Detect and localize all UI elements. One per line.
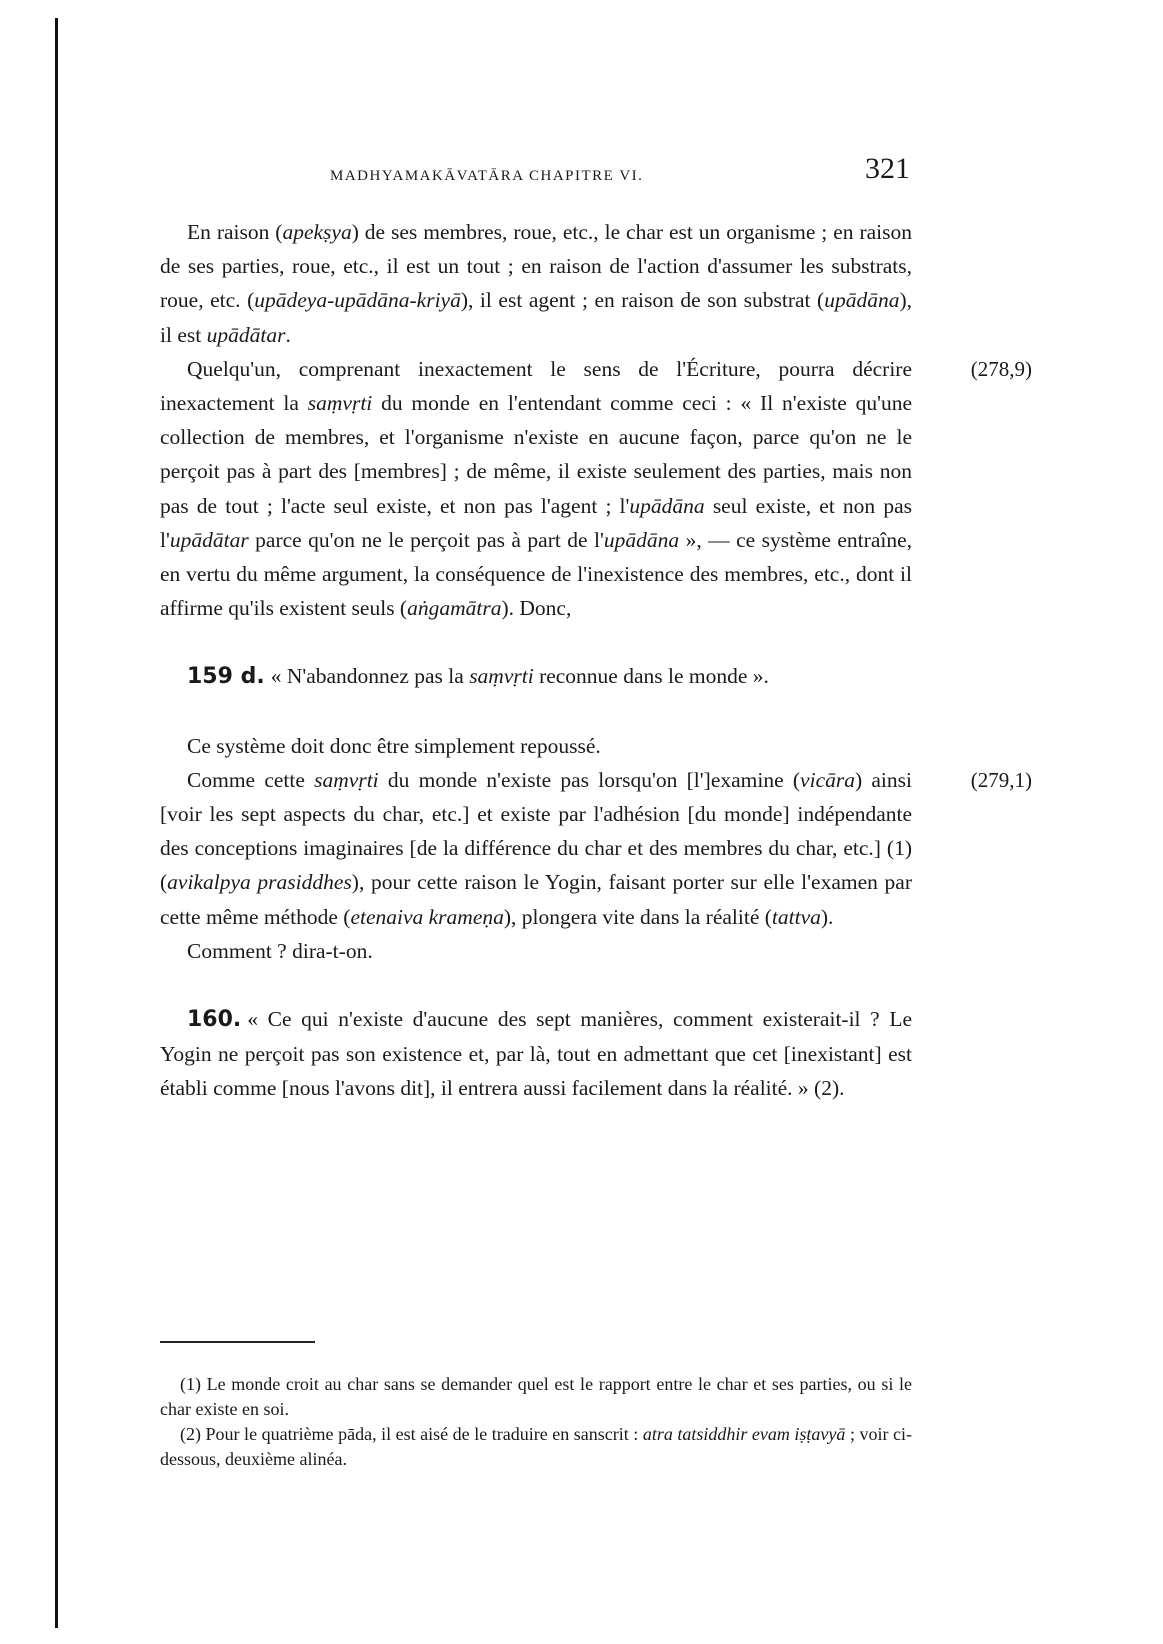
verse-number: 160. (187, 1007, 242, 1033)
margin-reference: (279,1) (970, 767, 1032, 792)
footnote-rule (160, 1341, 315, 1343)
paragraph-5: Comment ? dira-t-on. (187, 938, 373, 963)
binding-edge-line (55, 18, 58, 1628)
page-number: 321 (865, 152, 910, 185)
body-text (160, 215, 1032, 1106)
paragraph-3: Ce système doit donc être simplement repoussé. (187, 733, 601, 758)
paragraph-2: (278,9) Quelqu'un, comprenant inexactement le sens de l'Écriture, pourra décrire inexactement la saṃvṛti du monde en l'entendant comme ceci : « Il n'existe qu'une collection de membres, et l'organisme n'existe en aucune façon, parce qu'on ne le perçoit pas à part des [membres] ; de même, il existe seulement des parties, mais non pas de tout ; l'acte seul existe, et non pas l'agent ; l'upādāna seul existe, et non pas l'upādātar parce qu'on ne le perçoit pas à part de l'upādāna », — ce système entraîne, en vertu du même argument, la conséquence de l'inexistence des membres, etc., dont il affirme qu'ils existent seuls (aṅgamātra). Donc, (160, 352, 912, 626)
footnote-1: (1) Le monde croit au char sans se demander quel est le rapport entre le char et ses parties, ou si le char existe en soi. (160, 1374, 912, 1419)
verse-number: 159 d. (187, 664, 265, 690)
paragraph-1: En raison (apekṣya) de ses membres, roue, etc., le char est un organisme ; en raison de ses parties, roue, etc., il est un tout ; en raison de l'action d'assumer les substrats, roue, etc. (upādeya-upādāna-kriyā), il est agent ; en raison de son substrat (upādāna), il est upādātar. (160, 220, 913, 347)
running-title: MADHYAMAKĀVATĀRA CHAPITRE VI. (330, 168, 644, 184)
footnotes (160, 1372, 912, 1472)
verse-159d: 159 d. « N'abandonnez pas la saṃvṛti reconnue dans le monde ». (187, 664, 769, 690)
page-header (160, 150, 910, 190)
footnote-2: (2) Pour le quatrième pāda, il est aisé de le traduire en sanscrit : atra tatsiddhir evam iṣṭavyā ; voir ci-dessous, deuxième alinéa. (160, 1424, 912, 1469)
margin-reference: (278,9) (970, 356, 1032, 381)
paragraph-4: (279,1) Comme cette saṃvṛti du monde n'existe pas lorsqu'on [l']examine (vicāra) ainsi [voir les sept aspects du char, etc.] et existe par l'adhésion [du monde] indépendante des conceptions imaginaires [de la différence du char et des membres du char, etc.] (1) (avikalpya prasiddhes), pour cette raison le Yogin, faisant porter sur elle l'examen par cette même méthode (etenaiva krameṇa), plongera vite dans la réalité (tattva). (160, 763, 912, 934)
verse-160: 160. « Ce qui n'existe d'aucune des sept manières, comment existerait-il ? Le Yogin ne perçoit pas son existence et, par là, tout en admettant que cet [inexistant] est établi comme [nous l'avons dit], il entrera aussi facilement dans la réalité. » (2). (160, 1007, 912, 1101)
